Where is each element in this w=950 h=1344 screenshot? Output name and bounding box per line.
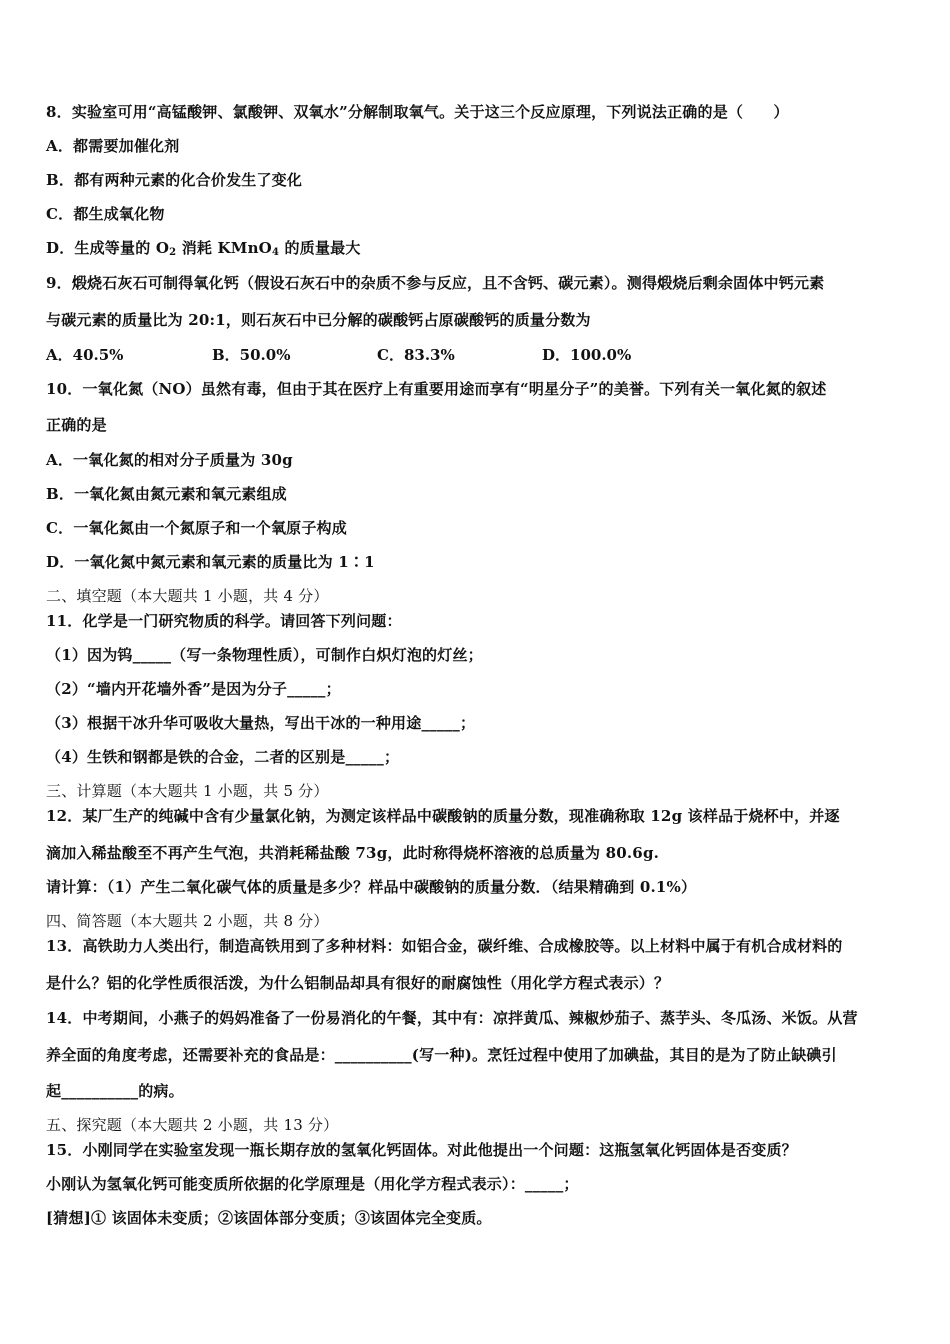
q13-line2: 是什么？铝的化学性质很活泼，为什么铝制品却具有很好的耐腐蚀性（用化学方程式表示）？ — [46, 974, 670, 992]
section-3-heading: 三、计算题（本大题共 1 小题，共 5 分） — [46, 782, 329, 800]
q12-line1: 12．某厂生产的纯碱中含有少量氯化钠，为测定该样品中碳酸钠的质量分数，现准确称取 12g 该样品于烧杯中，并逐 — [46, 807, 840, 825]
q15-line3: [猜想]① 该固体未变质；②该固体部分变质；③该固体完全变质。 — [46, 1209, 492, 1227]
q9-option-a: A．40.5% — [46, 346, 124, 364]
q8-option-a: A．都需要加催化剂 — [46, 137, 180, 155]
q11-part-1: （1）因为钨_____（写一条物理性质），可制作白炽灯泡的灯丝； — [46, 646, 483, 664]
q14-line2: 养全面的角度考虑，还需要补充的食品是：__________(写一种)。烹饪过程中使用了加碘盐，其目的是为了防止缺碘引 — [46, 1046, 837, 1064]
q14-line1: 14．中考期间，小燕子的妈妈准备了一份易消化的午餐，其中有：凉拌黄瓜、辣椒炒茄子、蒸芋头、冬瓜汤、米饭。从营 — [46, 1009, 858, 1027]
q11-stem: 11．化学是一门研究物质的科学。请回答下列问题： — [46, 612, 402, 630]
q8-option-c: C．都生成氧化物 — [46, 205, 165, 223]
q9-stem-line2: 与碳元素的质量比为 20:1，则石灰石中已分解的碳酸钙占原碳酸钙的质量分数为 — [46, 311, 591, 329]
q9-option-b: B．50.0% — [212, 346, 291, 364]
q10-option-b: B．一氧化氮由氮元素和氧元素组成 — [46, 485, 287, 503]
q9-stem-line1: 9．煅烧石灰石可制得氧化钙（假设石灰石中的杂质不参与反应，且不含钙、碳元素）。测得煅烧后剩余固体中钙元素 — [46, 274, 825, 292]
q10-option-d: D．一氧化氮中氮元素和氧元素的质量比为 1∶1 — [46, 553, 375, 571]
q10-option-a: A．一氧化氮的相对分子质量为 30g — [46, 451, 293, 469]
q11-part-4: （4）生铁和钢都是铁的合金，二者的区别是_____； — [46, 748, 400, 766]
section-2-heading: 二、填空题（本大题共 1 小题，共 4 分） — [46, 587, 329, 605]
q8-option-d-post: 的质量最大 — [279, 239, 361, 257]
q15-line1: 15．小刚同学在实验室发现一瓶长期存放的氢氧化钙固体。对此他提出一个问题：这瓶氢氧化钙固体是否变质？ — [46, 1141, 797, 1159]
q10-stem-line2: 正确的是 — [46, 416, 107, 434]
q8-option-d-sub1: 2 — [169, 247, 177, 258]
q8-option-d — [46, 238, 361, 258]
q15-line2: 小刚认为氢氧化钙可能变质所依据的化学原理是（用化学方程式表示）：_____； — [46, 1175, 579, 1193]
q10-stem-line1: 10．一氧化氮（NO）虽然有毒，但由于其在医疗上有重要用途而享有“明星分子”的美誉。下列有关一氧化氮的叙述 — [46, 380, 827, 398]
q14-line3: 起__________的病。 — [46, 1082, 184, 1100]
q8-option-b: B．都有两种元素的化合价发生了变化 — [46, 171, 303, 189]
q9-option-d: D．100.0% — [542, 346, 632, 364]
q11-part-2: （2）“墙内开花墙外香”是因为分子_____； — [46, 680, 341, 698]
q9-option-c: C．83.3% — [377, 346, 455, 364]
q12-line2: 滴加入稀盐酸至不再产生气泡，共消耗稀盐酸 73g，此时称得烧杯溶液的总质量为 80.6g. — [46, 844, 660, 862]
q10-option-c: C．一氧化氮由一个氮原子和一个氧原子构成 — [46, 519, 347, 537]
q8-option-d-sub2: 4 — [271, 247, 280, 258]
q8-stem: 8．实验室可用“高锰酸钾、氯酸钾、双氧水”分解制取氧气。关于这三个反应原理，下列说法正确的是（ ） — [46, 103, 789, 121]
q8-option-d-pre: D．生成等量的 O — [46, 239, 170, 257]
section-4-heading: 四、简答题（本大题共 2 小题，共 8 分） — [46, 912, 329, 930]
q12-line3: 请计算：（1）产生二氧化碳气体的质量是多少？样品中碳酸钠的质量分数．（结果精确到 0.1%） — [46, 878, 697, 896]
q11-part-3: （3）根据干冰升华可吸收大量热，写出干冰的一种用途_____； — [46, 714, 476, 732]
q8-option-d-mid: 消耗 KMnO — [176, 239, 272, 257]
q13-line1: 13．高铁助力人类出行，制造高铁用到了多种材料：如铝合金，碳纤维、合成橡胶等。以上材料中属于有机合成材料的 — [46, 937, 843, 955]
section-5-heading: 五、探究题（本大题共 2 小题，共 13 分） — [46, 1116, 339, 1134]
